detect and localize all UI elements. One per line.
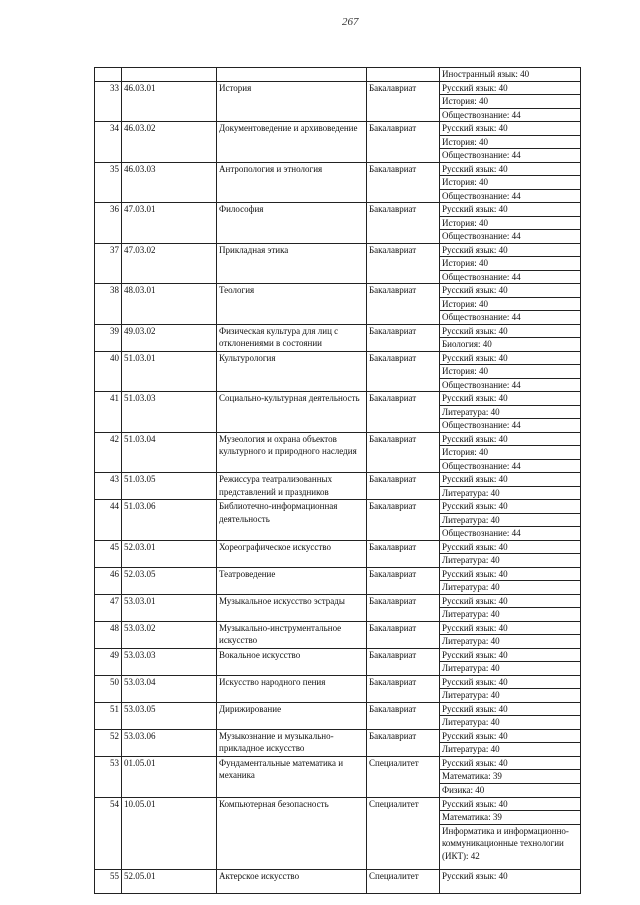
table-row (95, 243, 581, 257)
table-row (95, 122, 581, 136)
code-cell: 51.03.01 (122, 351, 217, 392)
table-row (95, 351, 581, 365)
exam-cell: Литература: 40 (440, 635, 581, 649)
table-row (95, 702, 581, 716)
num-cell: 50 (95, 675, 122, 702)
name-cell: Вокальное искусство (217, 648, 367, 675)
num-cell: 34 (95, 122, 122, 163)
code-cell: 52.03.01 (122, 540, 217, 567)
table-row (95, 432, 581, 446)
name-cell: Социально-культурная деятельность (217, 392, 367, 433)
name-cell: Музыкальное искусство эстрады (217, 594, 367, 621)
exam-cell: Русский язык: 40 (440, 729, 581, 743)
level-cell: Бакалавриат (367, 729, 440, 756)
level-cell: Бакалавриат (367, 392, 440, 433)
name-cell: Философия (217, 203, 367, 244)
level-cell: Бакалавриат (367, 567, 440, 594)
level-cell: Бакалавриат (367, 324, 440, 351)
exam-cell: Русский язык: 40 (440, 567, 581, 581)
level-cell: Специалитет (367, 869, 440, 893)
exam-cell: История: 40 (440, 176, 581, 190)
table-row (95, 540, 581, 554)
exam-cell: Обществознание: 44 (440, 149, 581, 163)
exam-cell: Русский язык: 40 (440, 81, 581, 95)
exam-cell: Русский язык: 40 (440, 621, 581, 635)
name-cell: История (217, 81, 367, 122)
level-cell: Бакалавриат (367, 284, 440, 325)
exam-cell: Русский язык: 40 (440, 324, 581, 338)
exam-cell: История: 40 (440, 446, 581, 460)
name-cell: Актерское искусство (217, 869, 367, 893)
code-cell: 51.03.03 (122, 392, 217, 433)
exam-cell: Обществознание: 44 (440, 419, 581, 433)
code-cell (122, 68, 217, 82)
code-cell: 01.05.01 (122, 756, 217, 797)
exam-cell: Литература: 40 (440, 743, 581, 757)
code-cell: 46.03.01 (122, 81, 217, 122)
exam-cell: Физика: 40 (440, 784, 581, 798)
code-cell: 46.03.03 (122, 162, 217, 203)
level-cell: Бакалавриат (367, 81, 440, 122)
exam-cell: Обществознание: 44 (440, 108, 581, 122)
table-row (95, 500, 581, 514)
level-cell: Бакалавриат (367, 162, 440, 203)
level-cell: Бакалавриат (367, 648, 440, 675)
exam-cell: Обществознание: 44 (440, 459, 581, 473)
num-cell: 49 (95, 648, 122, 675)
exam-cell: Русский язык: 40 (440, 392, 581, 406)
code-cell: 53.03.06 (122, 729, 217, 756)
exam-cell: Русский язык: 40 (440, 500, 581, 514)
num-cell: 41 (95, 392, 122, 433)
code-cell: 51.03.05 (122, 473, 217, 500)
table-row (95, 284, 581, 298)
level-cell: Бакалавриат (367, 243, 440, 284)
name-cell: Искусство народного пения (217, 675, 367, 702)
code-cell: 52.05.01 (122, 869, 217, 893)
table-row (95, 594, 581, 608)
exam-cell: Русский язык: 40 (440, 594, 581, 608)
table-row (95, 162, 581, 176)
level-cell: Бакалавриат (367, 500, 440, 541)
exam-cell: Математика: 39 (440, 811, 581, 825)
table-row (95, 756, 581, 770)
name-cell: Культурология (217, 351, 367, 392)
code-cell: 51.03.04 (122, 432, 217, 473)
table-row (95, 81, 581, 95)
exam-cell: Русский язык: 40 (440, 351, 581, 365)
exam-cell: Литература: 40 (440, 554, 581, 568)
name-cell: Физическая культура для лиц с отклонениями в состоянии (217, 324, 367, 351)
name-cell: Библиотечно-информационная деятельность (217, 500, 367, 541)
level-cell: Бакалавриат (367, 203, 440, 244)
table-row (95, 648, 581, 662)
exam-cell: История: 40 (440, 257, 581, 271)
level-cell: Специалитет (367, 756, 440, 797)
num-cell: 39 (95, 324, 122, 351)
code-cell: 10.05.01 (122, 797, 217, 869)
exam-cell: Обществознание: 44 (440, 527, 581, 541)
exam-cell: Информатика и информационно-коммуникационные технологии (ИКТ): 42 (440, 824, 581, 869)
name-cell: Антропология и этнология (217, 162, 367, 203)
exam-cell: История: 40 (440, 135, 581, 149)
exam-cell: История: 40 (440, 297, 581, 311)
table-row (95, 324, 581, 338)
exam-cell: Математика: 39 (440, 770, 581, 784)
num-cell: 42 (95, 432, 122, 473)
exam-cell: Русский язык: 40 (440, 203, 581, 217)
table-row (95, 203, 581, 217)
level-cell: Бакалавриат (367, 675, 440, 702)
table-row (95, 68, 581, 82)
table-row (95, 869, 581, 893)
level-cell: Бакалавриат (367, 351, 440, 392)
exam-cell: Литература: 40 (440, 689, 581, 703)
name-cell: Режиссура театрализованных представлений и праздников (217, 473, 367, 500)
exam-cell: Русский язык: 40 (440, 702, 581, 716)
exam-cell: Обществознание: 44 (440, 270, 581, 284)
exam-cell: Русский язык: 40 (440, 675, 581, 689)
exam-cell: Русский язык: 40 (440, 432, 581, 446)
name-cell (217, 68, 367, 82)
level-cell: Бакалавриат (367, 702, 440, 729)
num-cell: 46 (95, 567, 122, 594)
exam-cell: Литература: 40 (440, 405, 581, 419)
num-cell: 45 (95, 540, 122, 567)
name-cell: Теология (217, 284, 367, 325)
name-cell: Музеология и охрана объектов культурного и природного наследия (217, 432, 367, 473)
table-row (95, 473, 581, 487)
exam-cell: Русский язык: 40 (440, 162, 581, 176)
name-cell: Музыкознание и музыкально-прикладное искусство (217, 729, 367, 756)
table-row (95, 621, 581, 635)
num-cell: 52 (95, 729, 122, 756)
exam-cell: Русский язык: 40 (440, 797, 581, 811)
num-cell: 33 (95, 81, 122, 122)
exam-cell: Русский язык: 40 (440, 648, 581, 662)
num-cell: 54 (95, 797, 122, 869)
exam-cell: История: 40 (440, 216, 581, 230)
table-body (95, 68, 581, 894)
exam-cell: Обществознание: 44 (440, 189, 581, 203)
level-cell (367, 68, 440, 82)
exam-cell: История: 40 (440, 365, 581, 379)
code-cell: 49.03.02 (122, 324, 217, 351)
code-cell: 53.03.04 (122, 675, 217, 702)
table-row (95, 392, 581, 406)
code-cell: 51.03.06 (122, 500, 217, 541)
exam-cell: Обществознание: 44 (440, 230, 581, 244)
code-cell: 53.03.01 (122, 594, 217, 621)
exam-cell: Биология: 40 (440, 338, 581, 352)
code-cell: 47.03.01 (122, 203, 217, 244)
code-cell: 46.03.02 (122, 122, 217, 163)
exam-cell: Обществознание: 44 (440, 378, 581, 392)
num-cell: 40 (95, 351, 122, 392)
page-number: 267 (342, 16, 359, 28)
name-cell: Театроведение (217, 567, 367, 594)
level-cell: Бакалавриат (367, 432, 440, 473)
exam-cell: Русский язык: 40 (440, 869, 581, 893)
name-cell: Документоведение и архивоведение (217, 122, 367, 163)
exam-cell: История: 40 (440, 95, 581, 109)
name-cell: Прикладная этика (217, 243, 367, 284)
name-cell: Хореографическое искусство (217, 540, 367, 567)
level-cell: Бакалавриат (367, 122, 440, 163)
code-cell: 53.03.02 (122, 621, 217, 648)
num-cell: 51 (95, 702, 122, 729)
exam-cell: Русский язык: 40 (440, 243, 581, 257)
table-row (95, 797, 581, 811)
exam-requirements-table (94, 67, 581, 894)
table-row (95, 675, 581, 689)
num-cell: 55 (95, 869, 122, 893)
exam-cell: Иностранный язык: 40 (440, 68, 581, 82)
exam-cell: Обществознание: 44 (440, 311, 581, 325)
table-row (95, 567, 581, 581)
exam-cell: Русский язык: 40 (440, 756, 581, 770)
exam-cell: Русский язык: 40 (440, 540, 581, 554)
code-cell: 53.03.05 (122, 702, 217, 729)
num-cell (95, 68, 122, 82)
code-cell: 52.03.05 (122, 567, 217, 594)
num-cell: 38 (95, 284, 122, 325)
exam-cell: Русский язык: 40 (440, 122, 581, 136)
code-cell: 47.03.02 (122, 243, 217, 284)
name-cell: Дирижирование (217, 702, 367, 729)
table-row (95, 729, 581, 743)
level-cell: Бакалавриат (367, 540, 440, 567)
level-cell: Бакалавриат (367, 473, 440, 500)
exam-cell: Литература: 40 (440, 581, 581, 595)
level-cell: Бакалавриат (367, 594, 440, 621)
num-cell: 44 (95, 500, 122, 541)
exam-cell: Литература: 40 (440, 486, 581, 500)
exam-cell: Русский язык: 40 (440, 473, 581, 487)
exam-cell: Литература: 40 (440, 662, 581, 676)
code-cell: 48.03.01 (122, 284, 217, 325)
num-cell: 43 (95, 473, 122, 500)
level-cell: Специалитет (367, 797, 440, 869)
num-cell: 35 (95, 162, 122, 203)
code-cell: 53.03.03 (122, 648, 217, 675)
exam-cell: Литература: 40 (440, 716, 581, 730)
num-cell: 37 (95, 243, 122, 284)
num-cell: 47 (95, 594, 122, 621)
num-cell: 36 (95, 203, 122, 244)
name-cell: Музыкально-инструментальное искусство (217, 621, 367, 648)
exam-cell: Литература: 40 (440, 513, 581, 527)
level-cell: Бакалавриат (367, 621, 440, 648)
name-cell: Фундаментальные математика и механика (217, 756, 367, 797)
num-cell: 48 (95, 621, 122, 648)
num-cell: 53 (95, 756, 122, 797)
exam-cell: Русский язык: 40 (440, 284, 581, 298)
exam-cell: Литература: 40 (440, 608, 581, 622)
name-cell: Компьютерная безопасность (217, 797, 367, 869)
